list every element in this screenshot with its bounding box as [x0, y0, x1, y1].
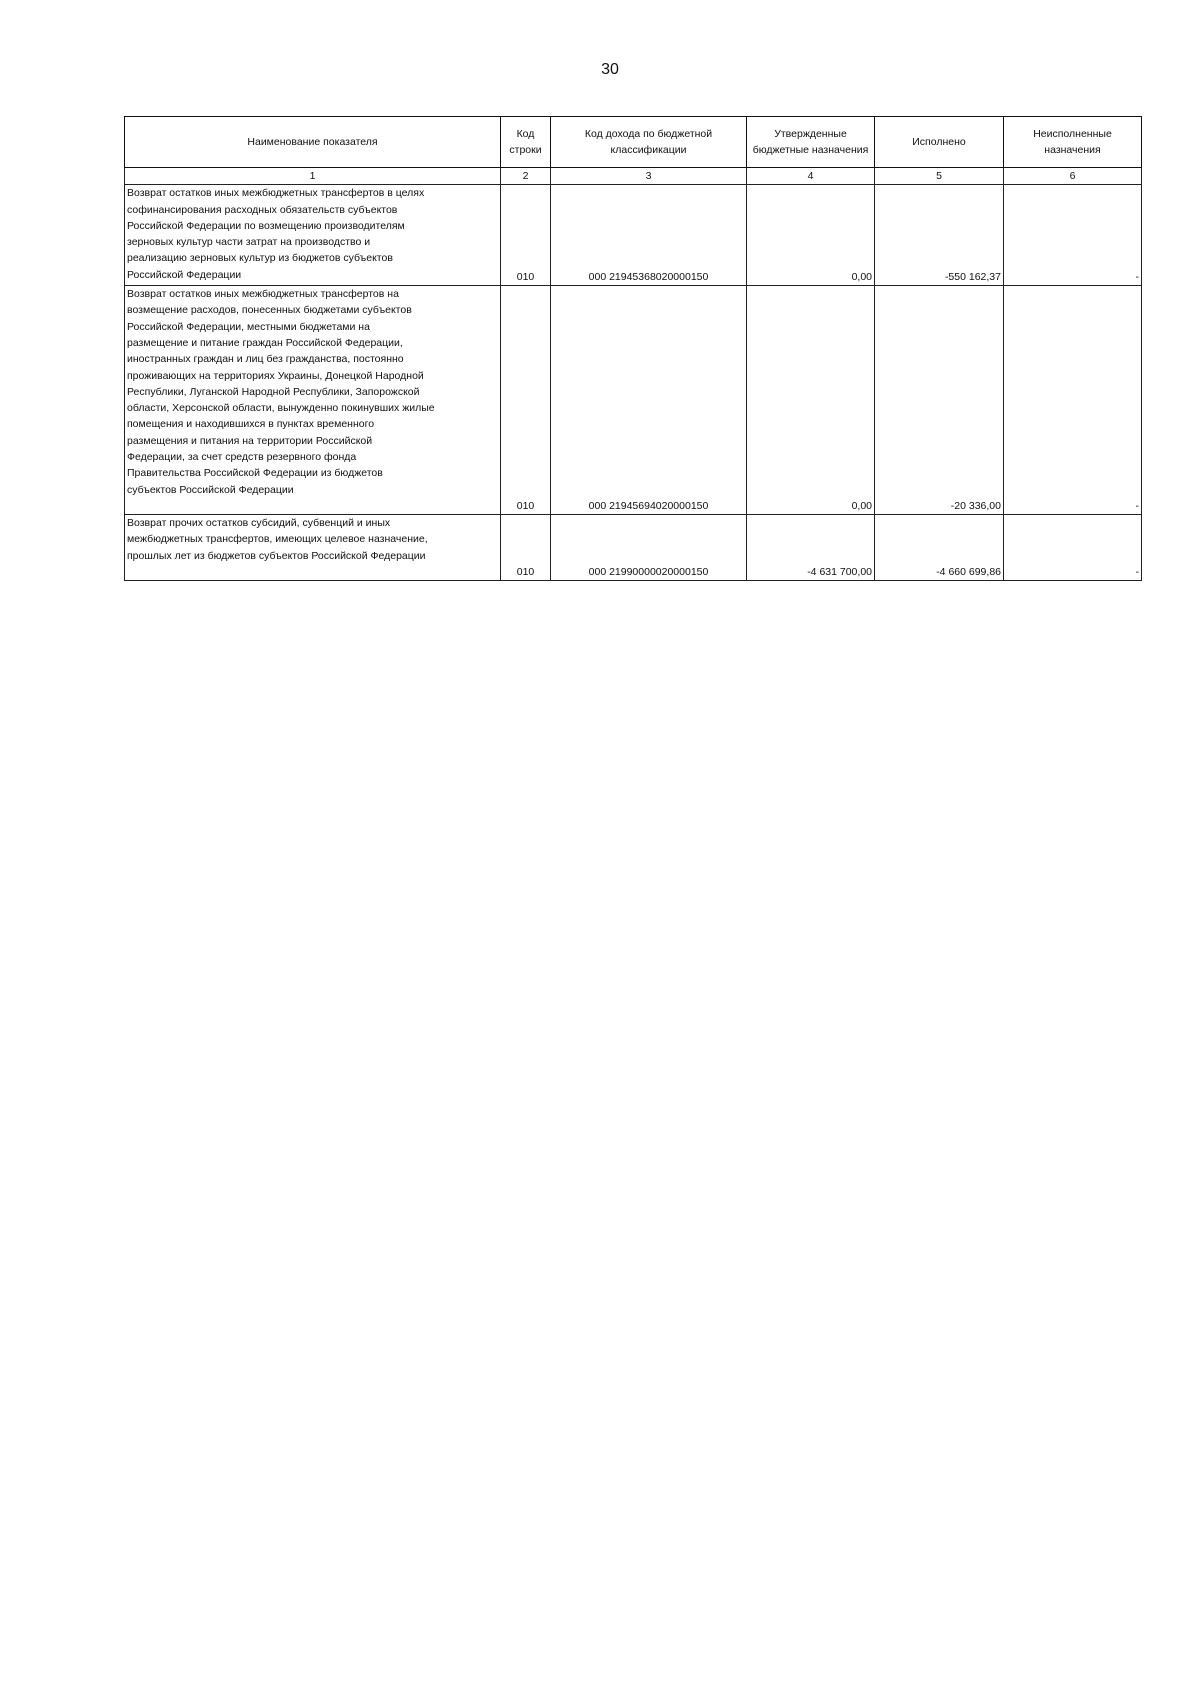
- column-number: 3: [551, 168, 747, 185]
- row-approved: 0,00: [747, 185, 875, 286]
- row-line-code: 010: [501, 185, 551, 286]
- header-executed: Исполнено: [875, 117, 1004, 168]
- table-row: [125, 185, 1142, 286]
- header-approved: Утвержденные бюджетные назначения: [747, 117, 875, 168]
- row-name: Возврат остатков иных межбюджетных трансфертов в целях софинансирования расходных обязательств субъектов Российской Федерации по возмещению производителям зерновых культур части затрат на производство и реализацию зерновых культур из бюджетов субъектов Российской Федерации: [125, 185, 501, 286]
- row-name: Возврат прочих остатков субсидий, субвенций и иных межбюджетных трансфертов, имеющих целевое назначение, прошлых лет из бюджетов субъектов Российской Федерации: [125, 514, 501, 580]
- row-unexecuted: -: [1004, 185, 1142, 286]
- header-name: Наименование показателя: [125, 117, 501, 168]
- row-executed: -4 660 699,86: [875, 514, 1004, 580]
- column-number-row: [125, 168, 1142, 185]
- budget-report-table: [124, 116, 1142, 581]
- header-line-code: Код строки: [501, 117, 551, 168]
- table-row: [125, 286, 1142, 515]
- row-executed: -20 336,00: [875, 286, 1004, 515]
- row-income-code: 000 21945368020000150: [551, 185, 747, 286]
- row-line-code: 010: [501, 286, 551, 515]
- row-approved: -4 631 700,00: [747, 514, 875, 580]
- row-income-code: 000 21945694020000150: [551, 286, 747, 515]
- header-income-code: Код дохода по бюджетной классификации: [551, 117, 747, 168]
- row-approved: 0,00: [747, 286, 875, 515]
- column-number: 2: [501, 168, 551, 185]
- column-number: 4: [747, 168, 875, 185]
- table-row: [125, 514, 1142, 580]
- row-unexecuted: -: [1004, 514, 1142, 580]
- page-number: 30: [601, 61, 619, 78]
- row-income-code: 000 21990000020000150: [551, 514, 747, 580]
- header-unexecuted: Неисполненные назначения: [1004, 117, 1142, 168]
- row-line-code: 010: [501, 514, 551, 580]
- header-row: [125, 117, 1142, 168]
- row-unexecuted: -: [1004, 286, 1142, 515]
- row-executed: -550 162,37: [875, 185, 1004, 286]
- column-number: 5: [875, 168, 1004, 185]
- row-name: Возврат остатков иных межбюджетных трансфертов на возмещение расходов, понесенных бюджетами субъектов Российской Федерации, местными бюджетами на размещение и питание граждан Российской Федерации, иностранных граждан и лиц без гражданства, постоянно проживающих на территориях Украины, Донецкой Народной Республики, Луганской Народной Республики, Запорожской области, Херсонской области, вынужденно покинувших жилые помещения и находившихся в пунктах временного размещения и питания на территории Российской Федерации, за счет средств резервного фонда Правительства Российской Федерации из бюджетов субъектов Российской Федерации: [125, 286, 501, 515]
- column-number: 6: [1004, 168, 1142, 185]
- column-number: 1: [125, 168, 501, 185]
